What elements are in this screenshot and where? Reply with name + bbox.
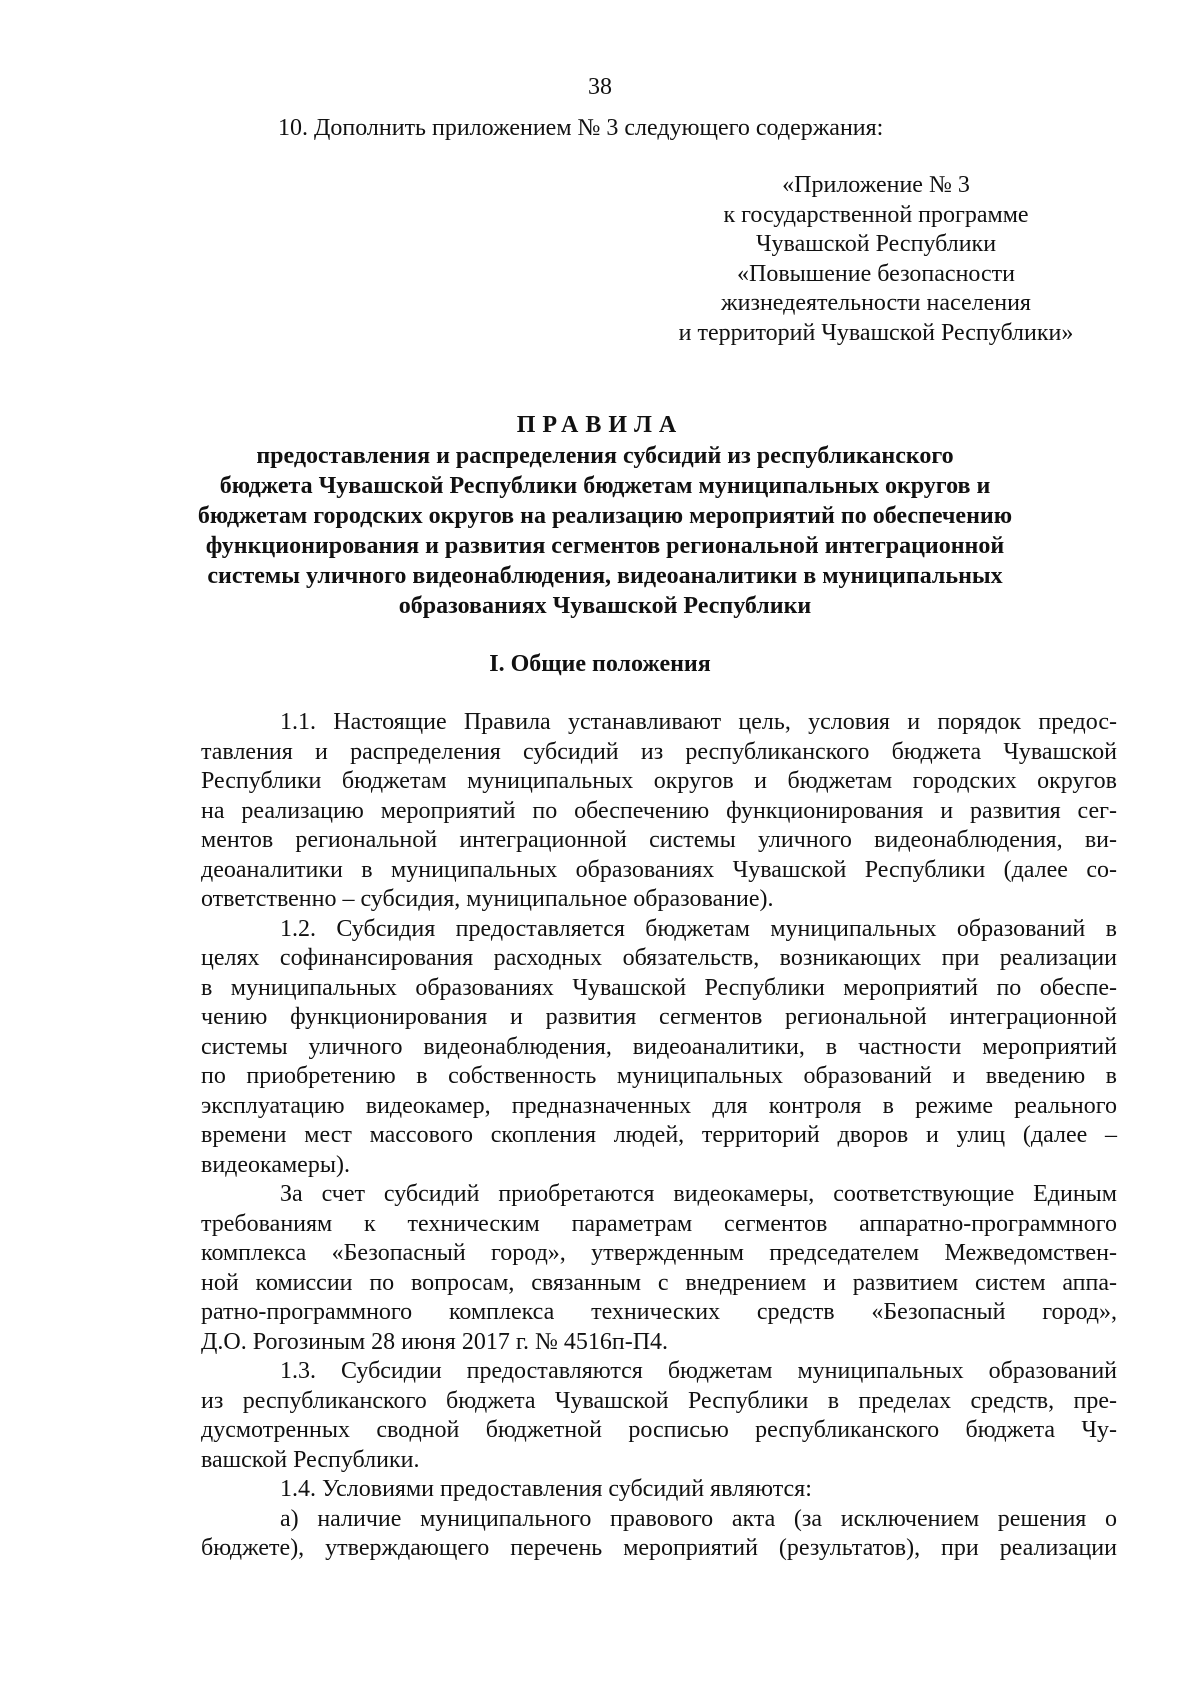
paragraph-line: ратно-программного комплекса технических средств «Безопасный город», [201,1299,1117,1325]
appendix-header-line: к государственной программе [723,201,1029,228]
subtitle-line: функционирования и развития сегментов региональной интеграционной [205,533,1005,559]
paragraph-line: ментов региональной интеграционной системы уличного видеонаблюдения, ви- [201,827,1117,853]
paragraph-line: требованиям к техническим параметрам сегментов аппаратно-программного [201,1210,1117,1237]
paragraph-line: времени мест массового скопления людей, территорий дворов и улиц (далее – [201,1122,1117,1148]
paragraph-line: по приобретению в собственность муниципальных образований и введению в [201,1063,1117,1089]
subtitle-line: бюджетам городских округов на реализацию мероприятий по обеспечению [197,503,1013,529]
paragraph-line: в муниципальных образованиях Чувашской Республики мероприятий по обеспе- [201,974,1117,1001]
appendix-header-line: «Повышение безопасности [736,260,1015,287]
paragraph-line: 1.2. Субсидия предоставляется бюджетам муниципальных образований в [280,915,1117,942]
paragraph-line: эксплуатацию видеокамер, предназначенных для контроля в режиме реального [201,1092,1117,1119]
paragraph-line: вашской Республики. [201,1446,420,1473]
paragraph-line: ответственно – субсидия, муниципальное образование). [201,886,774,912]
paragraph-line: деоаналитики в муниципальных образованиях Чувашской Республики (далее со- [201,856,1117,883]
paragraph-line: бюджете), утверждающего перечень мероприятий (результатов), при реализации [201,1535,1117,1561]
rules-title: ПРАВИЛА [516,412,684,438]
paragraph-line: ной комиссии по вопросам, связанным с внедрением и развитием систем аппа- [201,1269,1117,1296]
paragraph-line: видеокамеры). [201,1151,350,1178]
paragraph-line: комплекса «Безопасный город», утвержденным председателем Межведомствен- [201,1240,1117,1266]
paragraph-line: 1.4. Условиями предоставления субсидий являются: [280,1476,812,1502]
page-number: 38 [588,74,612,100]
appendix-header-line: жизнедеятельности населения [721,290,1031,316]
paragraph-line: Республики бюджетам муниципальных округов и бюджетам городских округов [201,768,1117,794]
body-text [201,708,1117,1564]
paragraph-line: чению функционирования и развития сегментов региональной интеграционной [201,1004,1117,1030]
paragraph-line: а) наличие муниципального правового акта (за исключением решения о [280,1505,1117,1532]
paragraph-line: 1.1. Настоящие Правила устанавливают цель, условия и порядок предос- [280,709,1117,735]
paragraph-line: тавления и распределения субсидий из республиканского бюджета Чувашской [201,738,1117,765]
paragraph-line: За счет субсидий приобретаются видеокамеры, соответствующие Единым [280,1181,1117,1207]
amendment-intro: 10. Дополнить приложением № 3 следующего содержания: [278,115,884,141]
paragraph-line: из республиканского бюджета Чувашской Республики в пределах средств, пре- [201,1387,1117,1414]
paragraph-line: целях софинансирования расходных обязательств, возникающих при реализации [201,945,1117,971]
appendix-header-line: и территорий Чувашской Республики» [678,319,1074,346]
rules-subtitle [196,441,1014,621]
paragraph-line: на реализацию мероприятий по обеспечению функционирования и развития сег- [201,797,1117,824]
paragraph-line: Д.О. Рогозиным 28 июня 2017 г. № 4516п-П4. [201,1328,669,1355]
subtitle-line: образованиях Чувашской Республики [398,593,812,619]
section-heading: I. Общие положения [489,651,711,677]
appendix-header-line: Чувашской Республики [755,231,997,257]
paragraph-line: дусмотренных сводной бюджетной росписью республиканского бюджета Чу- [201,1417,1117,1443]
subtitle-line: предоставления и распределения субсидий из республиканского [256,443,954,469]
appendix-header [640,171,1112,348]
paragraph-line: системы уличного видеонаблюдения, видеоаналитики, в частности мероприятий [201,1033,1117,1060]
subtitle-line: бюджета Чувашской Республики бюджетам муниципальных округов и [219,473,991,499]
subtitle-line: системы уличного видеонаблюдения, видеоаналитики в муниципальных [207,563,1003,589]
paragraph-line: 1.3. Субсидии предоставляются бюджетам муниципальных образований [280,1358,1117,1384]
appendix-header-line: «Приложение № 3 [782,172,970,198]
